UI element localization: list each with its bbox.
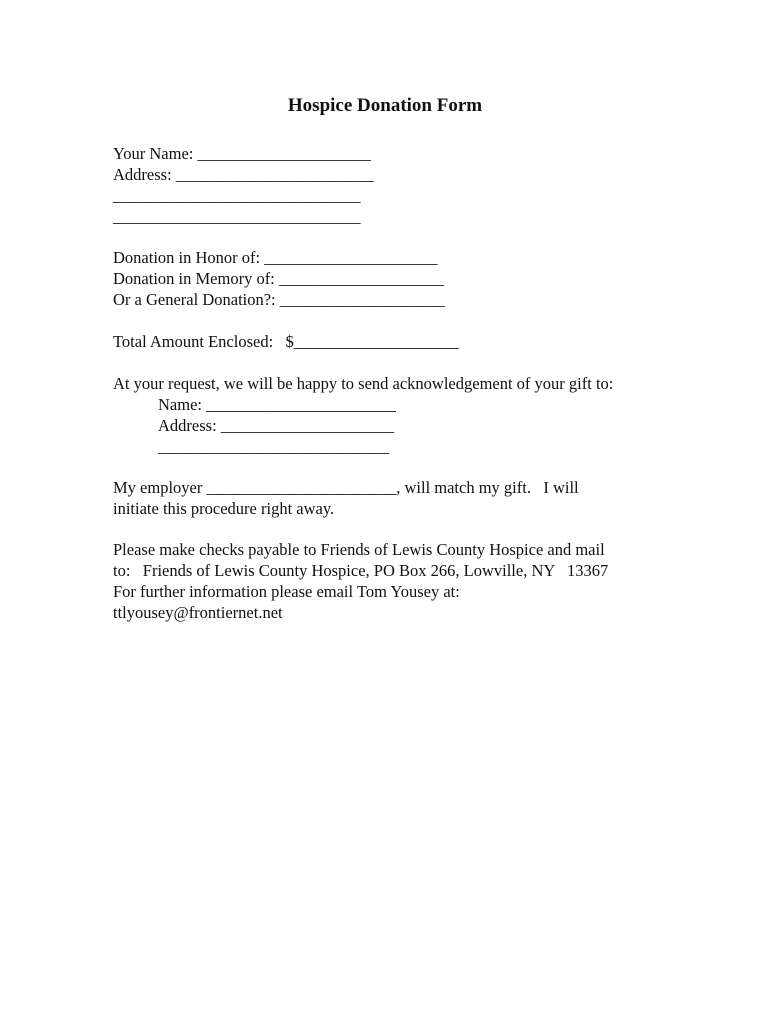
checks-instructions-line-2: to: Friends of Lewis County Hospice, PO Box 266, Lowville, NY 13367 bbox=[113, 561, 609, 580]
further-info-line: For further information please email Tom Yousey at: bbox=[113, 582, 460, 601]
acknowledgement-intro: At your request, we will be happy to send acknowledgement of your gift to: bbox=[113, 374, 614, 393]
donation-memory-field: Donation in Memory of: ____________________ bbox=[113, 269, 444, 288]
contact-email: ttlyousey@frontiernet.net bbox=[113, 603, 283, 622]
acknowledgement-address-field: Address: _____________________ bbox=[158, 416, 395, 435]
checks-instructions-line-1: Please make checks payable to Friends of Lewis County Hospice and mail bbox=[113, 540, 605, 559]
address-line-2: ______________________________ bbox=[113, 186, 361, 205]
donation-honor-field: Donation in Honor of: _____________________ bbox=[113, 248, 438, 267]
address-field: Address: ________________________ bbox=[113, 165, 374, 184]
your-name-field: Your Name: _____________________ bbox=[113, 144, 371, 163]
acknowledgement-address-line-2: ____________________________ bbox=[158, 437, 389, 456]
general-donation-field: Or a General Donation?: ____________________ bbox=[113, 290, 445, 309]
total-amount-field: Total Amount Enclosed: $____________________ bbox=[113, 332, 459, 351]
form-title: Hospice Donation Form bbox=[287, 95, 483, 116]
acknowledgement-name-field: Name: _______________________ bbox=[158, 395, 396, 414]
address-line-3: ______________________________ bbox=[113, 207, 361, 226]
employer-match-line-1: My employer _______________________, will match my gift. I will bbox=[113, 478, 579, 497]
employer-match-line-2: initiate this procedure right away. bbox=[113, 499, 335, 518]
